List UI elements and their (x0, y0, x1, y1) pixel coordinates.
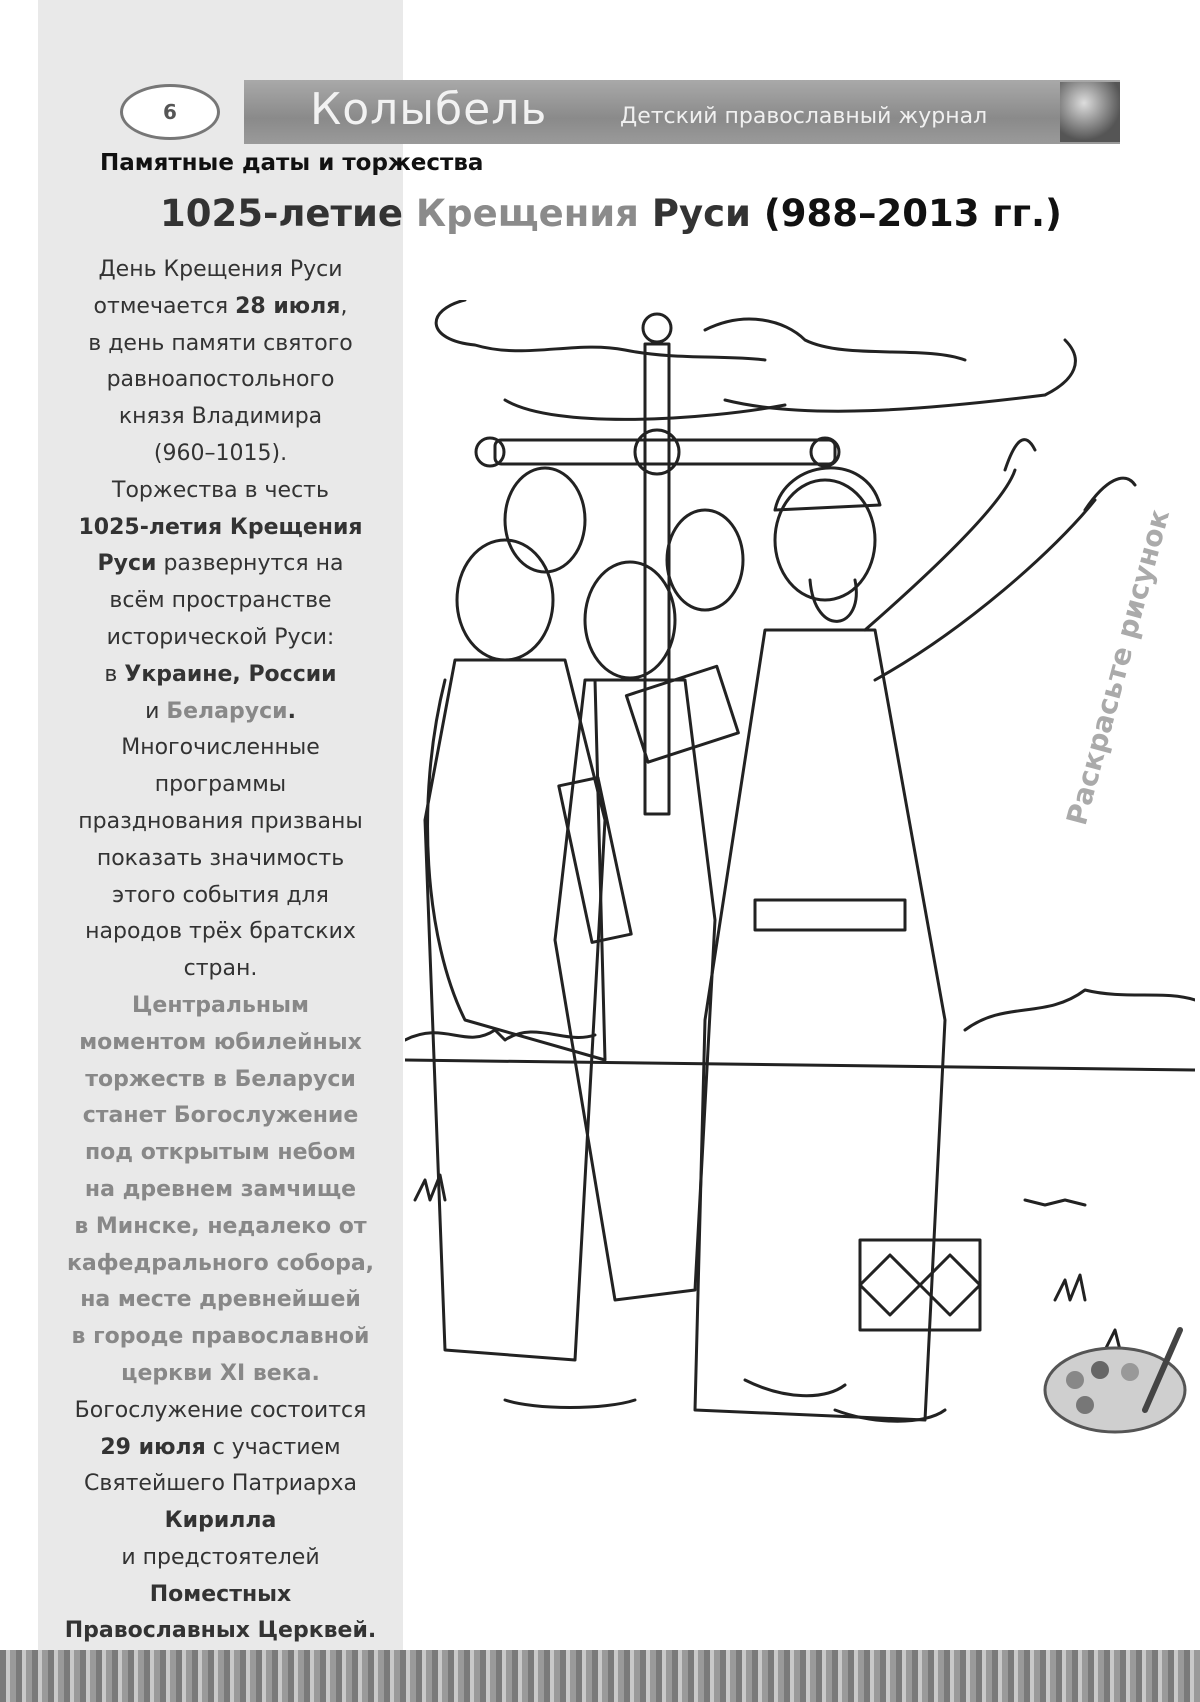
article-line: под открытым небом (84, 1140, 357, 1166)
figure-head (457, 540, 553, 660)
cloud-outline (705, 319, 965, 360)
article-line: 1025-летия Крещения (78, 514, 363, 540)
country-belarus: Беларуси (166, 698, 288, 724)
article-line: в Минске, недалеко от (74, 1213, 367, 1239)
figure-robe (425, 660, 605, 1360)
title-part-3: Руси (651, 192, 751, 235)
feet (505, 1380, 945, 1421)
article-line: показать значимость (96, 845, 345, 871)
section-label: Памятные даты и торжества (100, 150, 484, 176)
article-line: Торжества в честь (112, 477, 329, 503)
title-part-1: 1025-летие (160, 192, 416, 235)
prince-robe (695, 630, 945, 1420)
date-highlight: 28 июля (235, 293, 341, 319)
article-line: народов трёх братских (85, 919, 356, 945)
title-part-2: Крещения (415, 192, 652, 235)
article-line: Кирилла (164, 1508, 277, 1534)
article-line: День Крещения Руси (98, 257, 343, 282)
article-line (38, 289, 403, 326)
text-span: в (104, 661, 125, 687)
figure-head (775, 480, 875, 600)
coloring-caption: Раскрасьте рисунок (1060, 505, 1177, 829)
article-line: Многочисленные (121, 735, 320, 761)
text-span: , (232, 661, 249, 687)
text-span: отмечается (93, 293, 236, 319)
article-line: равноапостольного (106, 367, 335, 393)
article-line: этого события для (112, 882, 329, 908)
coloring-illustration (405, 300, 1195, 1620)
cloud-outline (725, 340, 1075, 411)
article-line: стран. (183, 956, 258, 982)
figure-head (505, 468, 585, 572)
article-line: Центральным (132, 992, 309, 1018)
hem-diamonds (860, 1255, 980, 1315)
cross-center-boss (635, 430, 679, 474)
article-line: Богослужение состоится (74, 1397, 367, 1423)
figure-robe (555, 680, 715, 1300)
article-line: церкви XI века. (121, 1360, 320, 1386)
palette-icon (1045, 1330, 1185, 1432)
article-line: кафедрального собора, (66, 1250, 375, 1276)
sidebar-article (38, 252, 403, 1650)
article-line: на древнем замчище (84, 1176, 357, 1202)
article-line: всём пространстве (109, 588, 332, 614)
page-title (160, 192, 1062, 235)
title-part-4: (988–2013 гг.) (750, 192, 1062, 235)
prince-belt (755, 900, 905, 930)
corner-angel-icon (1060, 82, 1120, 142)
article-line (38, 657, 403, 694)
article-line: (960–1015). (153, 440, 288, 466)
article-line: в день памяти святого (88, 330, 353, 356)
magazine-subtitle: Детский православный журнал (620, 104, 988, 129)
horizon-line (405, 1060, 1195, 1070)
page-number-badge (120, 84, 220, 140)
date-highlight: 29 июля (100, 1434, 206, 1460)
text-span: с участием (205, 1434, 341, 1460)
country-russia: России (248, 661, 337, 687)
article-line: программы (154, 772, 287, 798)
article-line (38, 546, 403, 583)
cross-left-end (476, 438, 504, 466)
cross-vertical-shaft (645, 344, 669, 814)
cross-top-ring (643, 314, 671, 342)
cross-horizontal-bar (495, 440, 835, 464)
article-line: празднования призваны (78, 808, 363, 834)
article-line (38, 1430, 403, 1467)
cloud-outline (436, 300, 765, 360)
text-span: Руси (97, 551, 157, 577)
article-line: моментом юбилейных (79, 1029, 362, 1055)
magazine-title: Колыбель (310, 84, 548, 135)
article-line: торжеств в Беларуси (85, 1066, 356, 1092)
article-line: станет Богослужение (82, 1103, 359, 1129)
prince-hand (1005, 440, 1135, 510)
text-span: , (340, 293, 348, 319)
text-span: развернутся на (156, 551, 344, 577)
article-line (38, 694, 403, 731)
article-line: в городе православной (71, 1324, 370, 1350)
article-line: и предстоятелей (121, 1544, 320, 1570)
treeline (405, 990, 1195, 1040)
article-line: князя Владимира (118, 404, 323, 430)
article-line: Святейшего Патриарха (84, 1471, 357, 1497)
decorative-footer-bar (0, 1650, 1200, 1702)
grass-tufts (415, 1175, 1120, 1350)
article-line: Православных Церквей. (64, 1618, 377, 1644)
article-line: Поместных (149, 1581, 292, 1607)
article-line: на месте древнейшей (80, 1287, 361, 1313)
text-span: и (145, 698, 167, 724)
magazine-header (120, 80, 1120, 144)
page-number: 6 (163, 100, 177, 124)
country-ukraine: Украине (124, 661, 233, 687)
prince-arm (865, 470, 1095, 680)
article-line: исторической Руси: (106, 624, 335, 650)
figure-head (667, 510, 743, 610)
figure-head (585, 562, 675, 678)
text-span: . (287, 698, 296, 724)
